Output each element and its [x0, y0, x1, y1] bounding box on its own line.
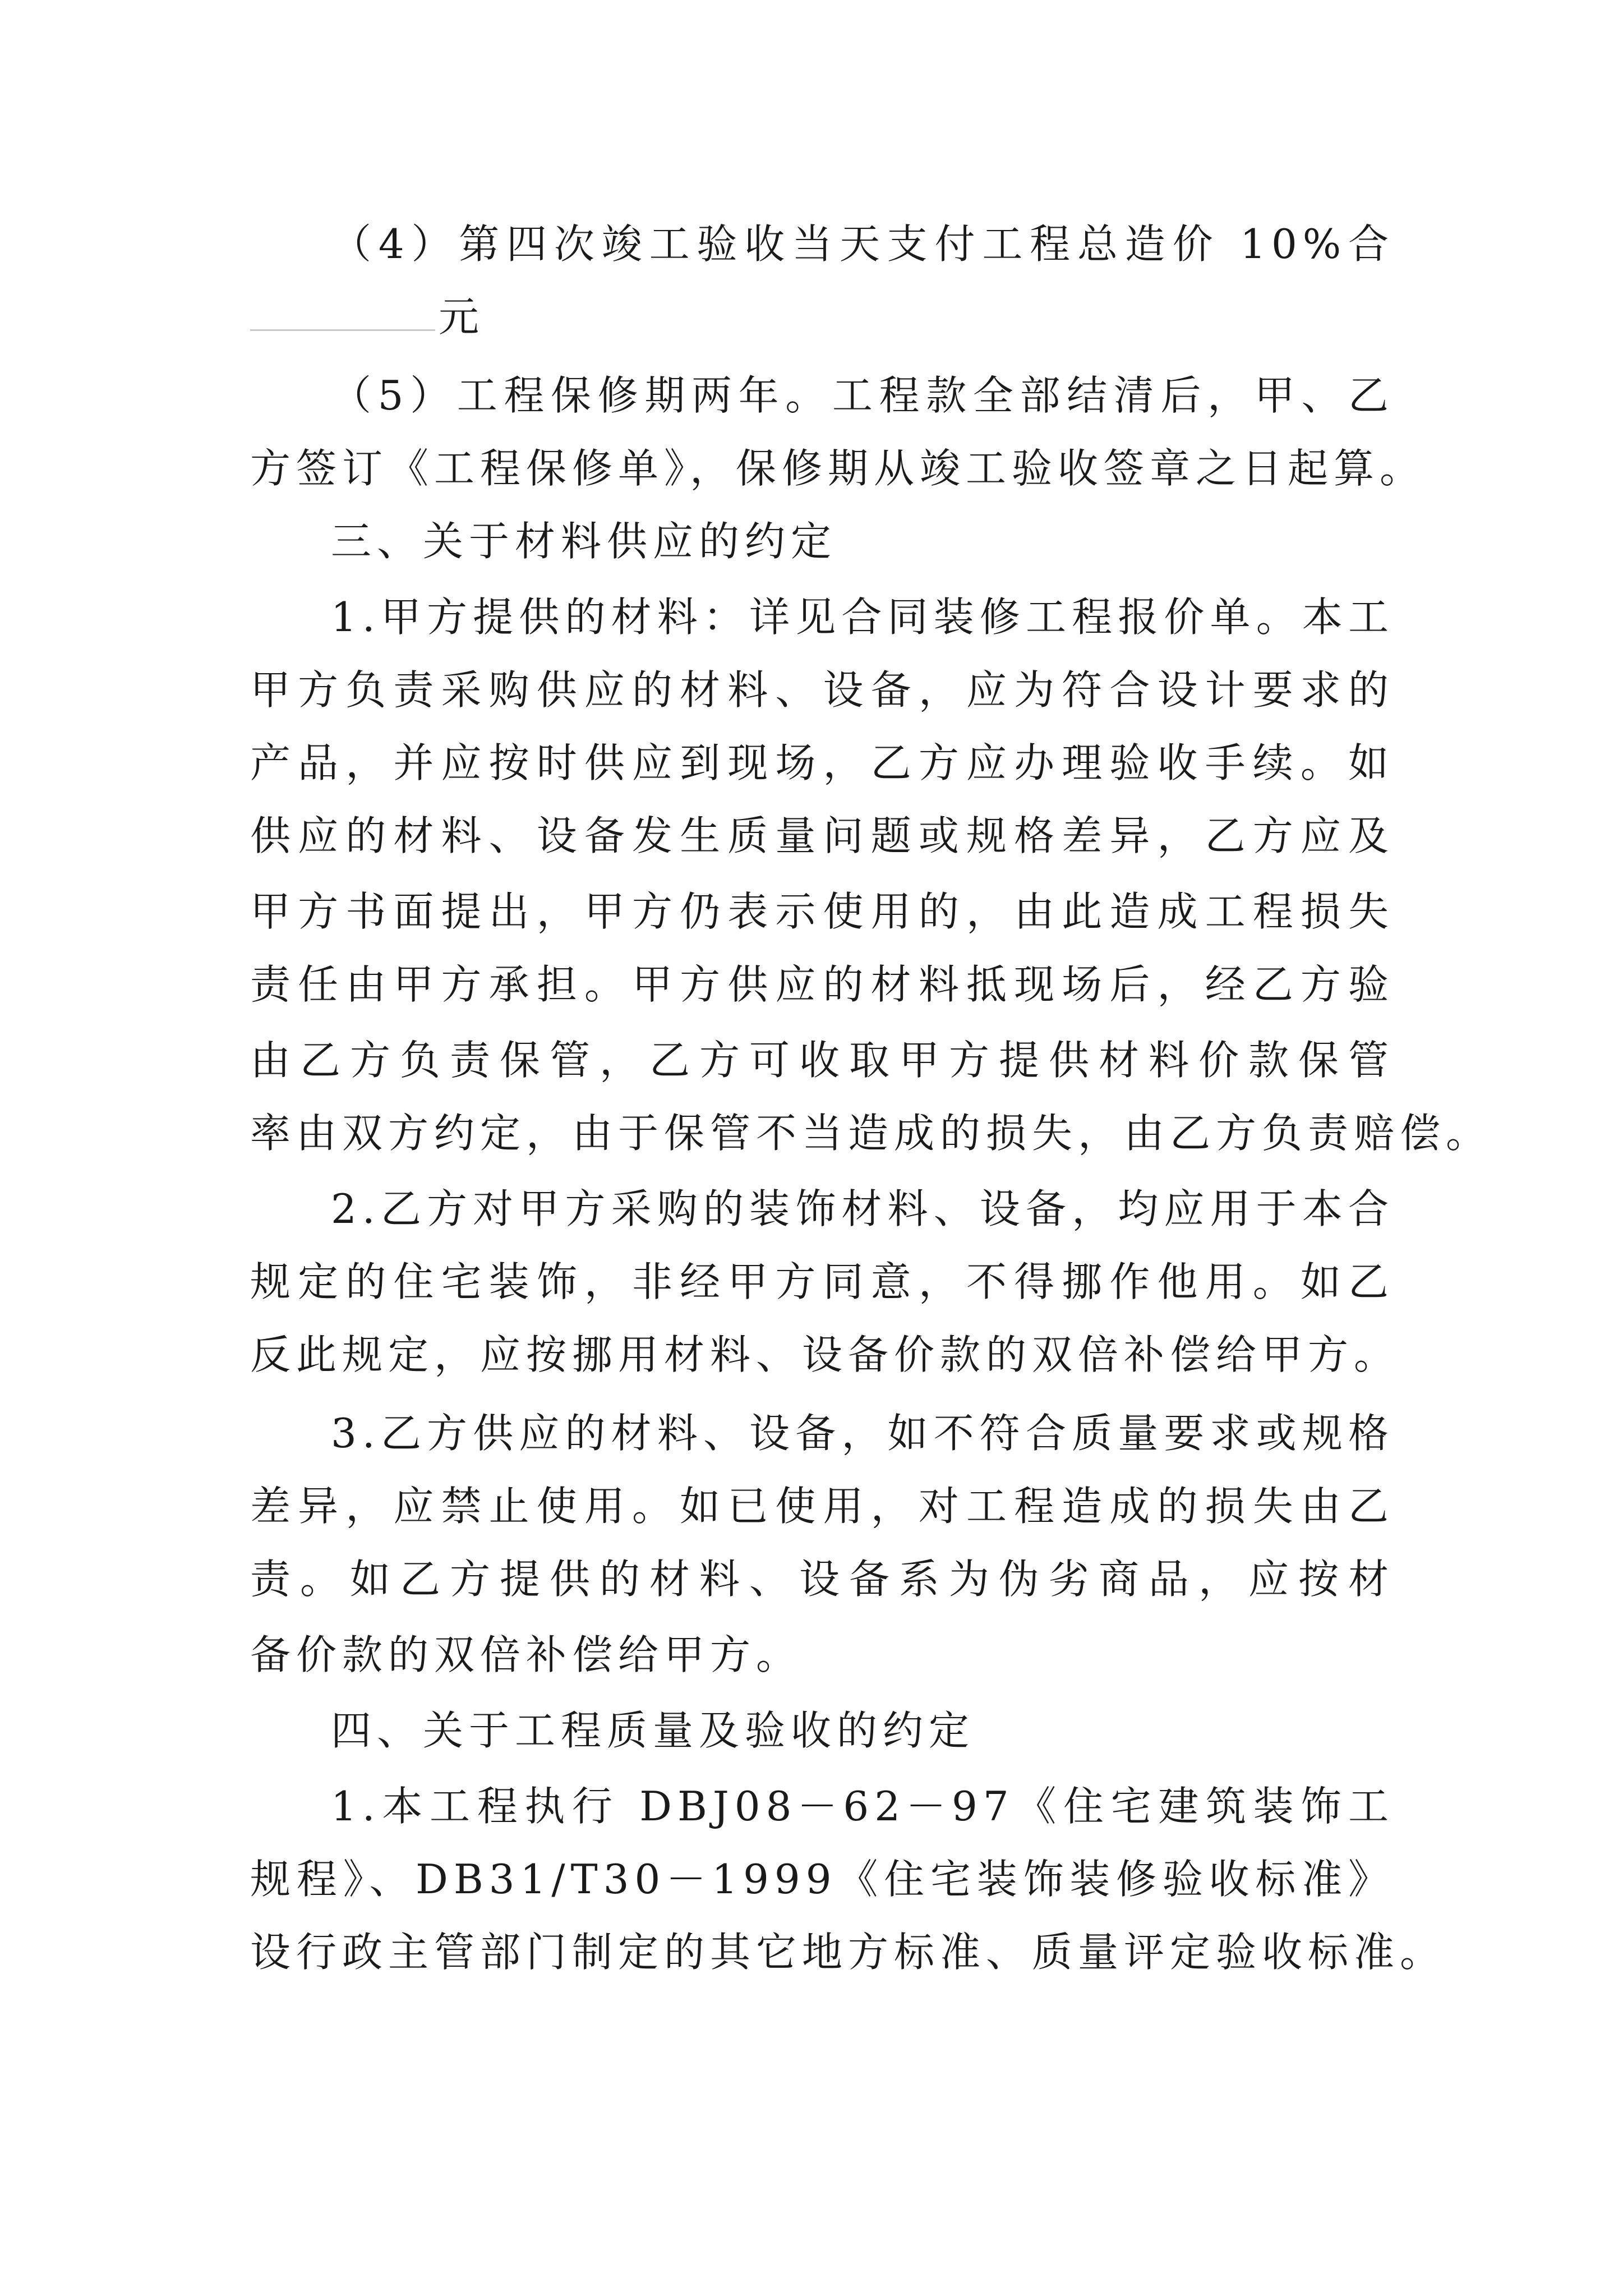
materials-clause-1-line-3: 产品，并应按时供应到现场，乙方应办理验收手续。如 — [250, 739, 1394, 786]
materials-clause-3-line-1: 3.乙方供应的材料、设备，如不符合质量要求或规格 — [331, 1410, 1394, 1457]
materials-clause-1-line-6: 责任由甲方承担。甲方供应的材料抵现场后，经乙方验 — [250, 961, 1394, 1008]
materials-clause-1-line-8: 率由双方约定，由于保管不当造成的损失，由乙方负责赔偿。 — [250, 1110, 1492, 1157]
materials-clause-1-line-5: 甲方书面提出，甲方仍表示使用的，由此造成工程损失 — [250, 888, 1394, 935]
section-heading-quality: 四、关于工程质量及验收的约定 — [331, 1707, 975, 1754]
amount-blank — [250, 290, 435, 331]
materials-clause-1-line-4: 供应的材料、设备发生质量问题或规格差异，乙方应及 — [250, 812, 1394, 859]
materials-clause-1-line-1: 1.甲方提供的材料：详见合同装修工程报价单。本工 — [331, 593, 1394, 641]
payment-item-4: （4）第四次竣工验收当天支付工程总造价 10%合 — [331, 220, 1394, 268]
materials-clause-2-line-3: 反此规定，应按挪用材料、设备价款的双倍补偿给甲方。 — [250, 1331, 1400, 1378]
section-heading-materials: 三、关于材料供应的约定 — [331, 518, 837, 565]
warranty-line-1: （5）工程保修期两年。工程款全部结清后，甲、乙 — [331, 372, 1394, 419]
quality-clause-1-line-1: 1.本工程执行 DBJ08－62－97《住宅建筑装饰工 — [331, 1783, 1394, 1830]
materials-clause-3-line-3: 责。如乙方提供的材料、设备系为伪劣商品，应按材 — [250, 1556, 1394, 1603]
quality-clause-1-line-2: 规程》、DB31/T30－1999《住宅装饰装修验收标准》 — [250, 1856, 1394, 1903]
materials-clause-3-line-4: 备价款的双倍补偿给甲方。 — [250, 1631, 803, 1678]
materials-clause-1-line-7: 由乙方负责保管，乙方可收取甲方提供材料价款保管 — [250, 1037, 1394, 1084]
materials-clause-1-line-2: 甲方负责采购供应的材料、设备，应为符合设计要求的 — [250, 666, 1394, 714]
payment-amount-line — [250, 289, 1394, 345]
materials-clause-2-line-2: 规定的住宅装饰，非经甲方同意，不得挪作他用。如乙 — [250, 1258, 1394, 1305]
quality-clause-1-line-3: 设行政主管部门制定的其它地方标准、质量评定验收标准。 — [250, 1929, 1446, 1976]
currency-unit: 元 — [439, 293, 485, 341]
materials-clause-3-line-2: 差异，应禁止使用。如已使用，对工程造成的损失由乙 — [250, 1483, 1394, 1530]
materials-clause-2-line-1: 2.乙方对甲方采购的装饰材料、设备，均应用于本合 — [331, 1185, 1394, 1232]
warranty-line-2: 方签订《工程保修单》，保修期从竣工验收签章之日起算。 — [250, 445, 1426, 492]
